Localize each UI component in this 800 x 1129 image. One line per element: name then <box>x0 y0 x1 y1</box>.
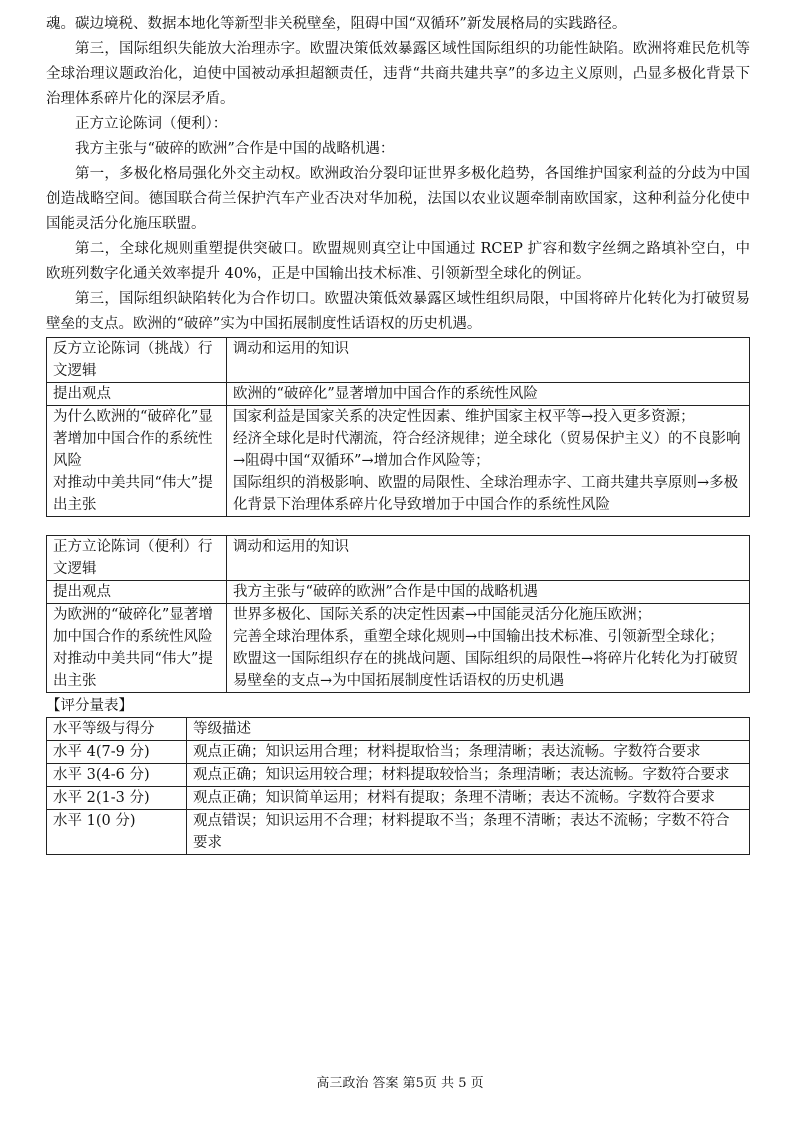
con-logic-table <box>46 337 750 517</box>
knowledge-cell <box>227 604 750 693</box>
paragraph-con-third-point: 第三，国际组织失能放大治理赤字。欧盟决策低效暴露区域性国际组织的功能性缺陷。欧洲将难民危机等全球治理议题政治化，迫使中国被动承担超额责任，违背“共商共建共享”的多边主义原则，凸显多极化背景下治理体系碎片化的深层矛盾。 <box>46 41 750 107</box>
section-heading-pro: 正方立论陈词（便利）： <box>75 116 228 132</box>
rubric-header-desc: 等级描述 <box>187 718 750 741</box>
table-row <box>47 338 750 383</box>
table-gap <box>46 517 750 535</box>
rubric-level: 水平 1(0 分) <box>47 810 187 855</box>
rubric-level: 水平 3(4-6 分) <box>47 764 187 787</box>
knowledge-item: 经济全球化是时代潮流，符合经济规律；逆全球化（贸易保护主义）的不良影响→阻碍中国“双循环”→增加合作风险等； <box>233 431 741 469</box>
rubric-level: 水平 2(1-3 分) <box>47 787 187 810</box>
logic-why: 为什么欧洲的“破碎化”显著增加中国合作的系统性风险 <box>53 409 213 469</box>
rubric-desc: 观点正确；知识简单运用；材料有提取；条理不清晰；表达不流畅。字数符合要求 <box>187 787 750 810</box>
table-row <box>47 581 750 604</box>
header-knowledge: 调动和运用的知识 <box>227 536 750 581</box>
header-knowledge: 调动和运用的知识 <box>227 338 750 383</box>
table-row <box>47 810 750 855</box>
table-row <box>47 741 750 764</box>
paragraph-pro-first-point: 第一，多极化格局强化外交主动权。欧洲政治分裂印证世界多极化趋势，各国维护国家利益的分歧为中国创造战略空间。德国联合荷兰保护汽车产业否决对华加税，法国以农业议题牵制南欧国家，这种利益分化使中国能灵活分化施压联盟。 <box>46 166 750 232</box>
table-row <box>47 604 750 693</box>
rubric-desc: 观点错误；知识运用不合理；材料提取不当；条理不清晰；表达不流畅；字数不符合要求 <box>187 810 750 855</box>
rubric-title: 【评分量表】 <box>46 698 133 714</box>
paragraph-pro-third-point: 第三，国际组织缺陷转化为合作切口。欧盟决策低效暴露区域性组织局限，中国将碎片化转化为打破贸易壁垒的支点。欧洲的“破碎”实为中国拓展制度性话语权的历史机遇。 <box>46 291 750 332</box>
answer-page <box>46 12 750 855</box>
knowledge-item: 国家利益是国家关系的决定性因素、维护国家主权平等→投入更多资源； <box>233 409 695 425</box>
table-row <box>47 718 750 741</box>
knowledge-item: 世界多极化、国际关系的决定性因素→中国能灵活分化施压欧洲； <box>233 607 652 623</box>
logic-proposal: 对推动中美共同“伟大”提出主张 <box>53 475 213 513</box>
table-row <box>47 383 750 406</box>
logic-why: 为欧洲的“破碎化”显著增加中国合作的系统性风险 <box>53 607 213 645</box>
rubric-level: 水平 4(7-9 分) <box>47 741 187 764</box>
table-row <box>47 787 750 810</box>
header-logic: 反方立论陈词（挑战）行文逻辑 <box>47 338 227 383</box>
rubric-header-level: 水平等级与得分 <box>47 718 187 741</box>
logic-cell <box>47 406 227 517</box>
table-row <box>47 764 750 787</box>
row-label-viewpoint: 提出观点 <box>47 581 227 604</box>
knowledge-item: 国际组织的消极影响、欧盟的局限性、全球治理赤字、工商共建共享原则→多极化背景下治理体系碎片化导致增加于中国合作的系统性风险 <box>233 475 739 513</box>
knowledge-item: 完善全球治理体系，重塑全球化规则→中国输出技术标准、引领新型全球化； <box>233 629 724 645</box>
row-label-viewpoint: 提出观点 <box>47 383 227 406</box>
rubric-table <box>46 717 750 855</box>
viewpoint-text: 欧洲的“破碎化”显著增加中国合作的系统性风险 <box>227 383 750 406</box>
rubric-desc: 观点正确；知识运用合理；材料提取恰当；条理清晰；表达流畅。字数符合要求 <box>187 741 750 764</box>
knowledge-item: 欧盟这一国际组织存在的挑战问题、国际组织的局限性→将碎片化转化为打破贸易壁垒的支点→为中国拓展制度性话语权的历史机遇 <box>233 651 739 689</box>
knowledge-cell <box>227 406 750 517</box>
logic-cell <box>47 604 227 693</box>
paragraph-pro-thesis: 我方主张与“破碎的欧洲”合作是中国的战略机遇： <box>75 141 395 157</box>
table-row <box>47 406 750 517</box>
viewpoint-text: 我方主张与“破碎的欧洲”合作是中国的战略机遇 <box>227 581 750 604</box>
table-row <box>47 536 750 581</box>
pro-logic-table <box>46 535 750 693</box>
rubric-desc: 观点正确；知识运用较合理；材料提取较恰当；条理清晰；表达流畅。字数符合要求 <box>187 764 750 787</box>
header-logic: 正方立论陈词（便利）行文逻辑 <box>47 536 227 581</box>
page-footer: 高三政治 答案 第5页 共 5 页 <box>316 1076 484 1091</box>
paragraph-pro-second-point: 第二，全球化规则重塑提供突破口。欧盟规则真空让中国通过 RCEP 扩容和数字丝绸之路填补空白，中欧班列数字化通关效率提升 40%，正是中国输出技术标准、引领新型全球化的例证。 <box>46 241 750 282</box>
logic-proposal: 对推动中美共同“伟大”提出主张 <box>53 651 213 689</box>
paragraph-continued: 魂。碳边境税、数据本地化等新型非关税壁垒，阻碍中国“双循环”新发展格局的实践路径。 <box>46 16 627 32</box>
